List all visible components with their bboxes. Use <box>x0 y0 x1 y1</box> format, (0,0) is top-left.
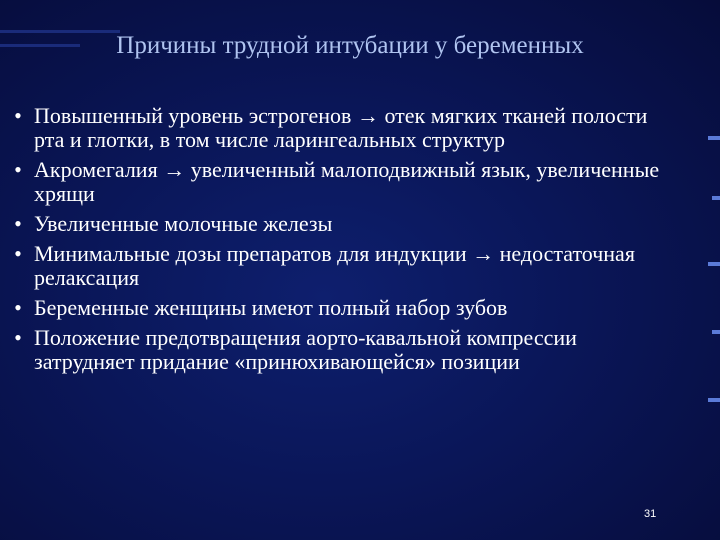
bullet-icon: • <box>14 211 22 236</box>
page-number: 31 <box>644 508 657 520</box>
bullet-icon: • <box>14 325 22 350</box>
decor-bar <box>708 262 720 266</box>
decor-bar <box>708 398 720 402</box>
bullet-icon: • <box>14 295 22 320</box>
decor-bar <box>708 136 720 140</box>
bullet-icon: • <box>14 157 22 182</box>
bullet-item <box>8 158 668 206</box>
bullet-list <box>8 104 668 380</box>
bullet-text: Акромегалия → увеличенный малоподвижный язык, увеличенные хрящи <box>34 157 660 206</box>
bullet-item <box>8 326 668 374</box>
bullet-item <box>8 212 668 236</box>
bullet-text: Повышенный уровень эстрогенов → отек мягких тканей полости рта и глотки, в том числе ларингеальных структур <box>34 103 648 152</box>
decor-line <box>0 30 120 33</box>
bullet-text: Минимальные дозы препаратов для индукции → недостаточная релаксация <box>34 241 635 290</box>
bullet-item <box>8 104 668 152</box>
bullet-icon: • <box>14 241 22 266</box>
decor-bar <box>712 196 720 200</box>
bullet-text: Увеличенные молочные железы <box>34 211 333 236</box>
decor-bar <box>712 330 720 334</box>
bullet-item <box>8 242 668 290</box>
bullet-item <box>8 296 668 320</box>
slide-title: Причины трудной интубации у беременных <box>116 32 584 59</box>
bullet-text: Положение предотвращения аорто-кавальной компрессии затрудняет придание «принюхивающейся» позиции <box>34 325 577 374</box>
decor-line <box>0 44 80 47</box>
bullet-icon: • <box>14 103 22 128</box>
bullet-text: Беременные женщины имеют полный набор зубов <box>34 295 508 320</box>
